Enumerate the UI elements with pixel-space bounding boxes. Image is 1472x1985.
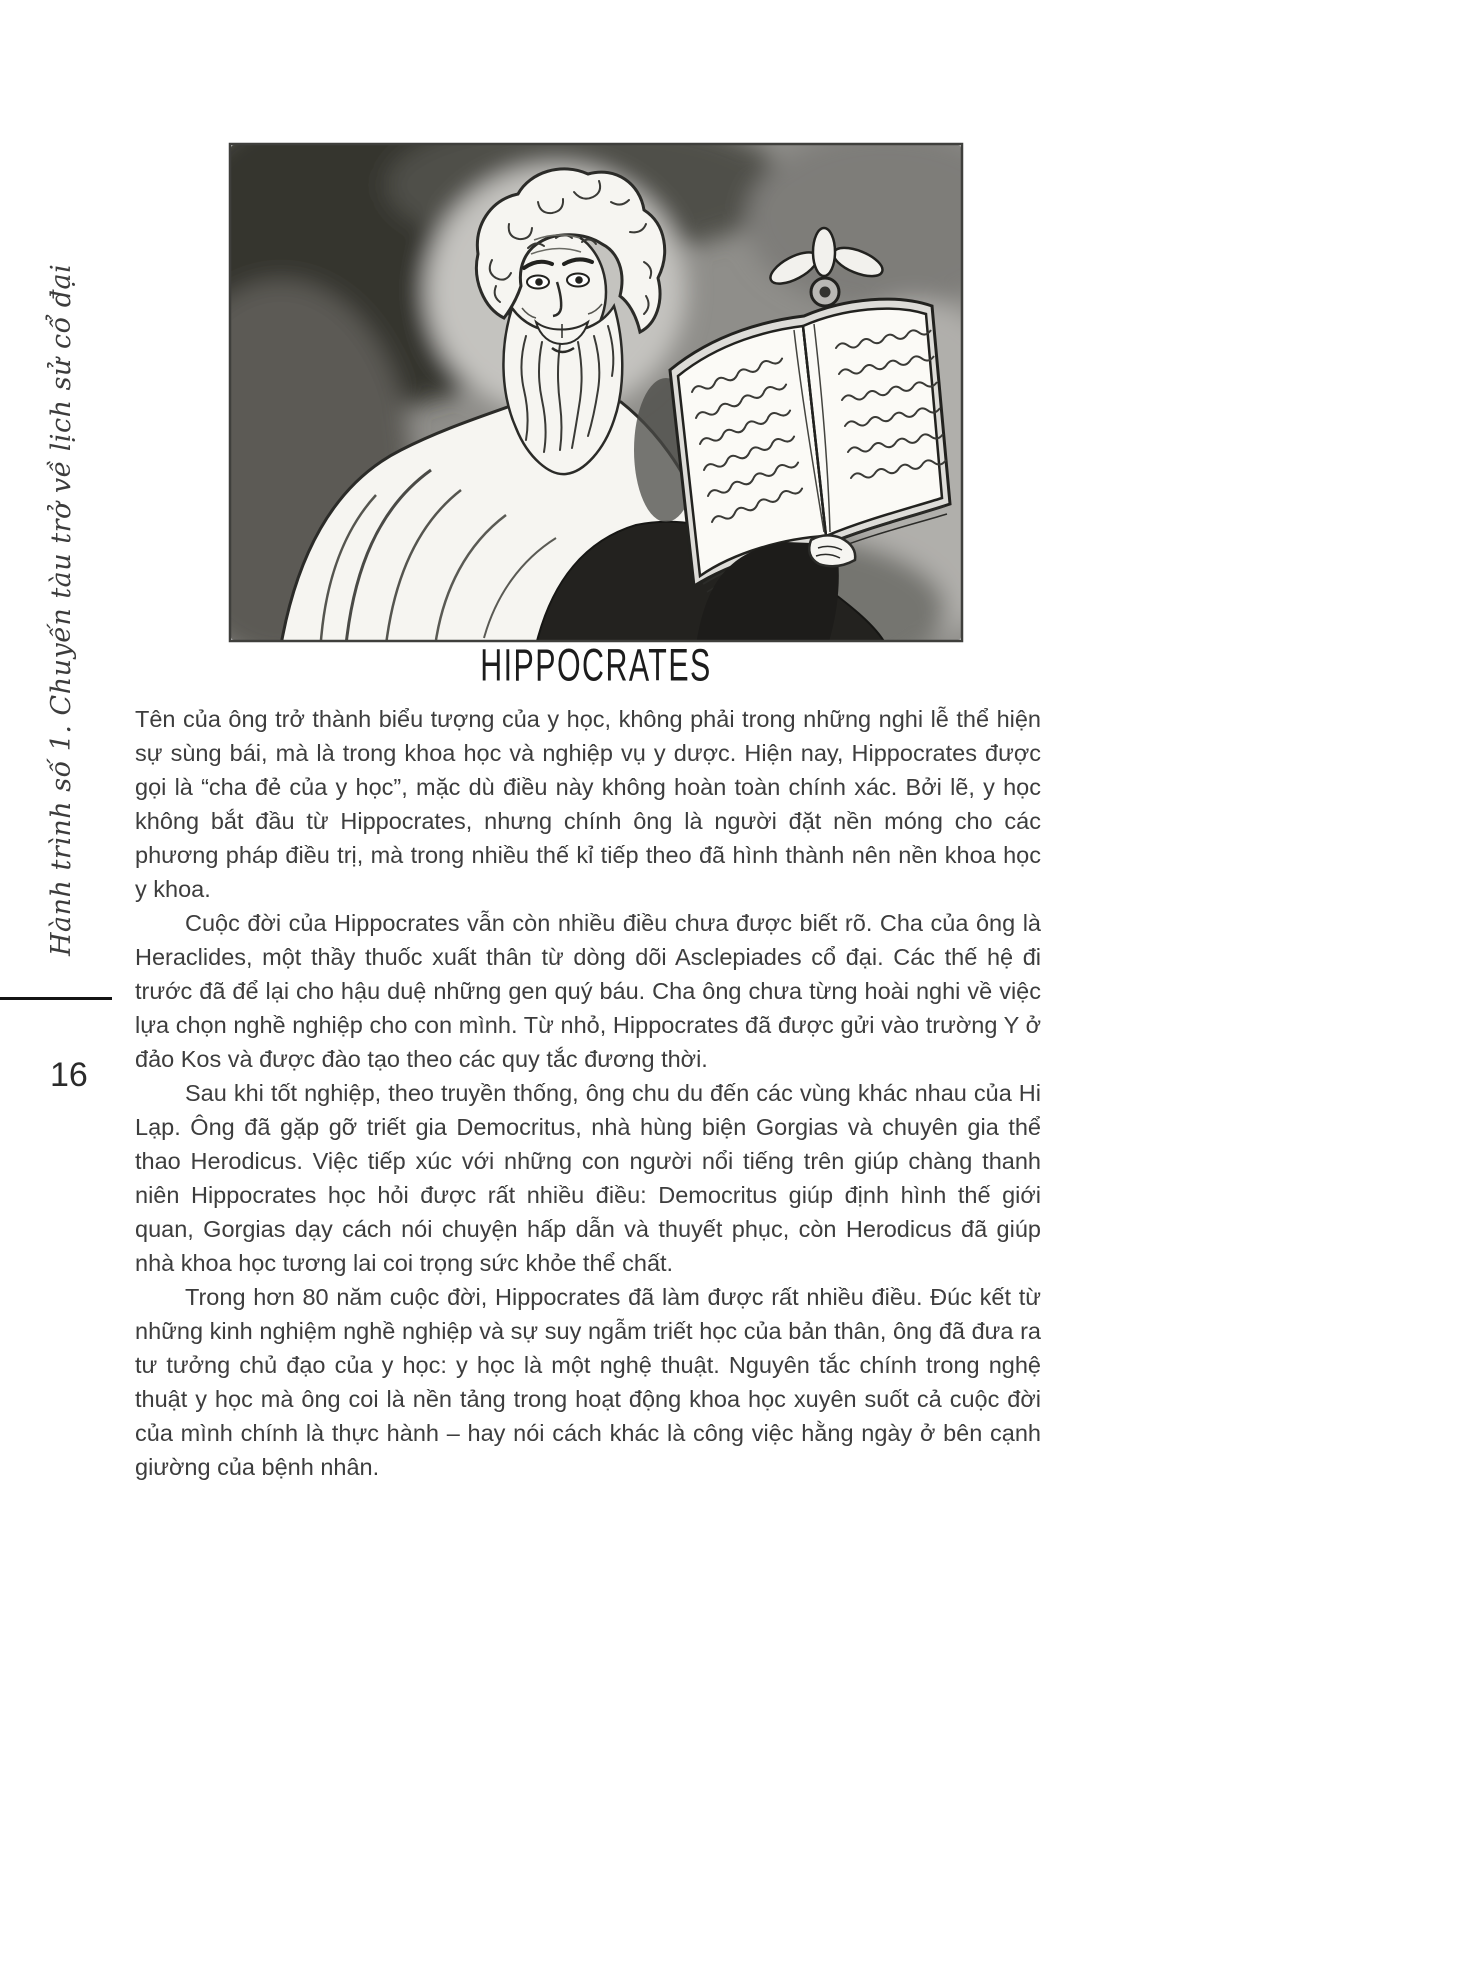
margin-divider: [0, 997, 112, 1000]
hippocrates-illustration: [226, 140, 966, 645]
paragraph: Tên của ông trở thành biểu tượng của y học, không phải trong những nghi lễ thể hiện sự sùng bái, mà là trong khoa học và nghiệp vụ y dược. Hiện nay, Hippocrates được gọi là “cha đẻ của y học”, mặc dù điều này không hoàn toàn chính xác. Bởi lẽ, y học không bắt đầu từ Hippocrates, nhưng chính ông là người đặt nền móng cho các phương pháp điều trị, mà trong nhiều thế kỉ tiếp theo đã hình thành nên nền khoa học y khoa.: [135, 706, 1041, 902]
paragraph: Trong hơn 80 năm cuộc đời, Hippocrates đã làm được rất nhiều điều. Đúc kết từ những kinh nghiệm nghề nghiệp và sự suy ngẫm triết học của bản thân, ông đã đưa ra tư tưởng chủ đạo của y học: y học là một nghệ thuật. Nguyên tắc chính trong nghệ thuật y học mà ông coi là nền tảng trong hoạt động khoa học xuyên suốt cả cuộc đời của mình chính là thực hành – hay nói cách khác là công việc hằng ngày ở bên cạnh giường của bệnh nhân.: [135, 1284, 1041, 1480]
page-number: 16: [50, 1056, 88, 1094]
paragraph: Sau khi tốt nghiệp, theo truyền thống, ông chu du đến các vùng khác nhau của Hi Lạp. Ông đã gặp gỡ triết gia Democritus, nhà hùng biện Gorgias và chuyên gia thể thao Herodicus. Việc tiếp xúc với những con người nổi tiếng trên giúp chàng thanh niên Hippocrates học hỏi được rất nhiều điều: Democritus giúp định hình thế giới quan, Gorgias dạy cách nói chuyện hấp dẫn và thuyết phục, còn Herodicus đã giúp nhà khoa học tương lai coi trọng sức khỏe thể chất.: [135, 1080, 1041, 1276]
body-text: [135, 702, 1041, 1484]
chapter-sidebar-label: Hành trình số 1. Chuyến tàu trở về lịch sử cổ đại: [46, 263, 77, 956]
page-title: HIPPOCRATES: [480, 640, 712, 691]
paragraph: Cuộc đời của Hippocrates vẫn còn nhiều điều chưa được biết rõ. Cha của ông là Heraclides, một thầy thuốc xuất thân từ dòng dõi Asclepiades cổ đại. Các thế hệ đi trước đã để lại cho hậu duệ những gen quý báu. Cha ông chưa từng hoài nghi về việc lựa chọn nghề nghiệp cho con mình. Từ nhỏ, Hippocrates đã được gửi vào trường Y ở đảo Kos và được đào tạo theo các quy tắc đương thời.: [135, 910, 1041, 1072]
